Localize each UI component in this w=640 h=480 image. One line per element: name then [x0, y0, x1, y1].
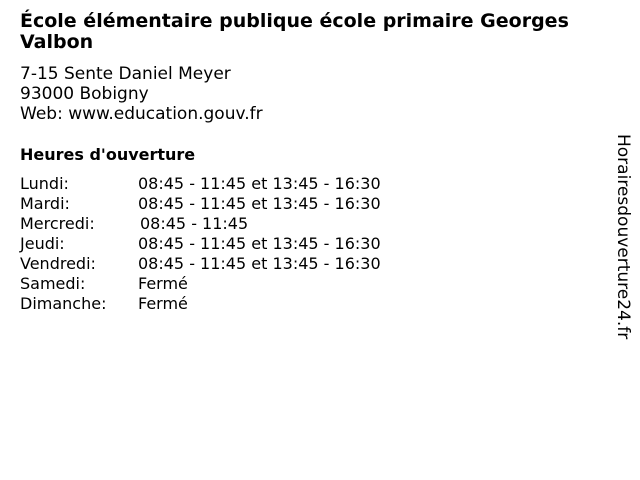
time-value: 08:45 - 11:45	[140, 214, 249, 233]
place-title: École élémentaire publique école primaire Georges Valbon	[20, 10, 569, 53]
time-value: 08:45 - 11:45 et 13:45 - 16:30	[138, 174, 381, 193]
time-value: 08:45 - 11:45 et 13:45 - 16:30	[138, 234, 381, 253]
site-watermark: Horairesdouverture24.fr	[613, 134, 633, 340]
time-value: 08:45 - 11:45 et 13:45 - 16:30	[138, 194, 381, 213]
time-value: 08:45 - 11:45 et 13:45 - 16:30	[138, 254, 381, 273]
time-value: Fermé	[138, 274, 188, 293]
day-label: Dimanche:	[20, 294, 107, 313]
day-label: Mardi:	[20, 194, 70, 213]
address-block	[20, 64, 263, 124]
city-postal: 93000 Bobigny	[20, 84, 149, 104]
day-label: Jeudi:	[20, 234, 65, 253]
time-value: Fermé	[138, 294, 188, 313]
day-label: Samedi:	[20, 274, 86, 293]
day-label: Mercredi:	[20, 214, 95, 233]
day-label: Vendredi:	[20, 254, 96, 273]
opening-hours-heading: Heures d'ouverture	[20, 145, 196, 164]
day-label: Lundi:	[20, 174, 69, 193]
street-address: 7-15 Sente Daniel Meyer	[20, 64, 231, 84]
website-line[interactable]: Web: www.education.gouv.fr	[20, 104, 263, 124]
